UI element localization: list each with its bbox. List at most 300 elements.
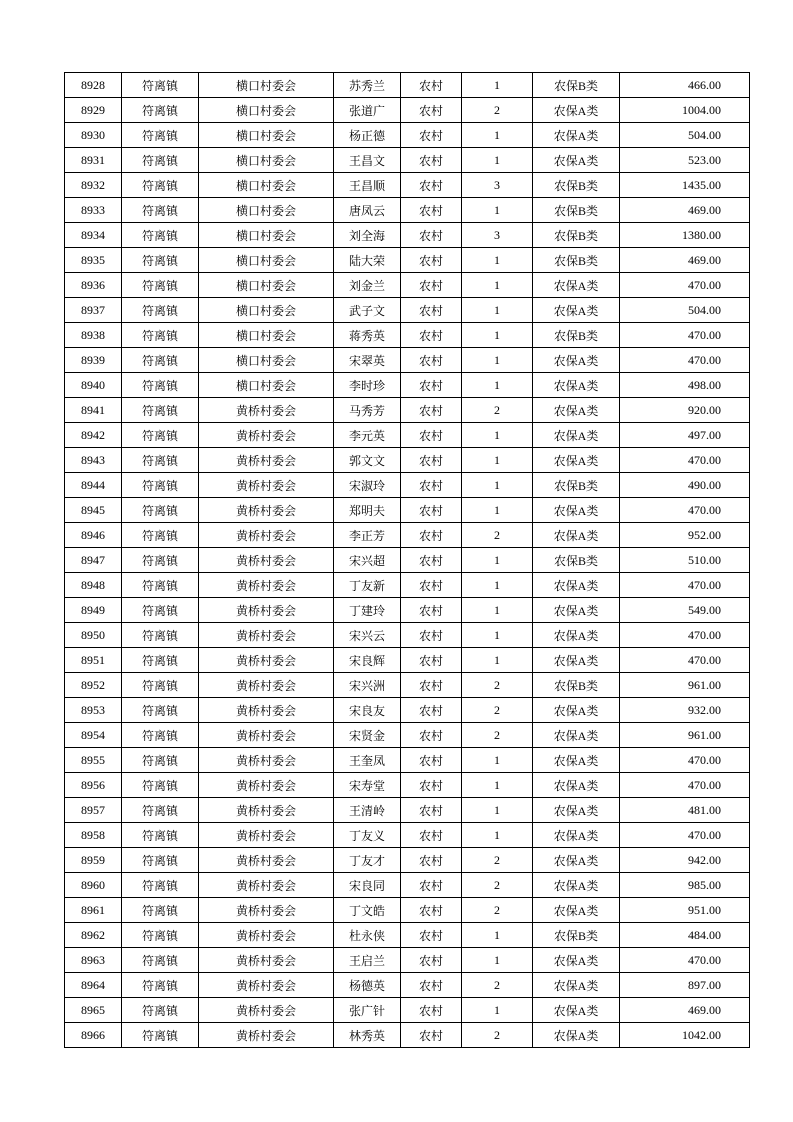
cell-person-count: 1 bbox=[462, 73, 533, 98]
cell-serial-number: 8941 bbox=[65, 398, 122, 423]
cell-category: 农村 bbox=[401, 298, 462, 323]
table-row bbox=[65, 1023, 750, 1048]
cell-amount: 1435.00 bbox=[620, 173, 750, 198]
table-row bbox=[65, 423, 750, 448]
cell-town: 符离镇 bbox=[122, 323, 199, 348]
cell-person-name: 张道广 bbox=[334, 98, 401, 123]
cell-serial-number: 8932 bbox=[65, 173, 122, 198]
table-row bbox=[65, 148, 750, 173]
cell-category: 农村 bbox=[401, 473, 462, 498]
cell-person-count: 1 bbox=[462, 498, 533, 523]
cell-insurance-type: 农保B类 bbox=[533, 198, 620, 223]
cell-village-committee: 黄桥村委会 bbox=[199, 848, 334, 873]
table-row bbox=[65, 898, 750, 923]
cell-person-name: 宋兴云 bbox=[334, 623, 401, 648]
cell-insurance-type: 农保A类 bbox=[533, 898, 620, 923]
cell-person-count: 2 bbox=[462, 973, 533, 998]
cell-serial-number: 8956 bbox=[65, 773, 122, 798]
cell-person-count: 1 bbox=[462, 648, 533, 673]
cell-village-committee: 横口村委会 bbox=[199, 323, 334, 348]
cell-category: 农村 bbox=[401, 423, 462, 448]
cell-town: 符离镇 bbox=[122, 423, 199, 448]
table-row bbox=[65, 198, 750, 223]
cell-person-name: 郭文文 bbox=[334, 448, 401, 473]
cell-category: 农村 bbox=[401, 248, 462, 273]
cell-serial-number: 8950 bbox=[65, 623, 122, 648]
cell-amount: 469.00 bbox=[620, 998, 750, 1023]
cell-village-committee: 黄桥村委会 bbox=[199, 923, 334, 948]
cell-village-committee: 黄桥村委会 bbox=[199, 773, 334, 798]
cell-category: 农村 bbox=[401, 98, 462, 123]
cell-village-committee: 黄桥村委会 bbox=[199, 823, 334, 848]
cell-person-name: 王昌文 bbox=[334, 148, 401, 173]
cell-town: 符离镇 bbox=[122, 623, 199, 648]
cell-village-committee: 黄桥村委会 bbox=[199, 398, 334, 423]
cell-insurance-type: 农保A类 bbox=[533, 123, 620, 148]
cell-insurance-type: 农保A类 bbox=[533, 723, 620, 748]
cell-amount: 469.00 bbox=[620, 248, 750, 273]
cell-serial-number: 8946 bbox=[65, 523, 122, 548]
table-row bbox=[65, 548, 750, 573]
cell-category: 农村 bbox=[401, 848, 462, 873]
table-row bbox=[65, 323, 750, 348]
cell-serial-number: 8949 bbox=[65, 598, 122, 623]
subsidy-table bbox=[64, 72, 750, 1048]
cell-amount: 470.00 bbox=[620, 623, 750, 648]
cell-serial-number: 8947 bbox=[65, 548, 122, 573]
cell-town: 符离镇 bbox=[122, 173, 199, 198]
cell-person-name: 宋良友 bbox=[334, 698, 401, 723]
cell-insurance-type: 农保A类 bbox=[533, 573, 620, 598]
cell-amount: 504.00 bbox=[620, 123, 750, 148]
table-row bbox=[65, 373, 750, 398]
cell-town: 符离镇 bbox=[122, 773, 199, 798]
cell-amount: 523.00 bbox=[620, 148, 750, 173]
cell-insurance-type: 农保A类 bbox=[533, 348, 620, 373]
cell-category: 农村 bbox=[401, 898, 462, 923]
cell-person-name: 丁友新 bbox=[334, 573, 401, 598]
cell-person-count: 2 bbox=[462, 898, 533, 923]
cell-amount: 510.00 bbox=[620, 548, 750, 573]
cell-person-count: 1 bbox=[462, 373, 533, 398]
cell-serial-number: 8948 bbox=[65, 573, 122, 598]
cell-person-name: 宋寿堂 bbox=[334, 773, 401, 798]
cell-insurance-type: 农保B类 bbox=[533, 73, 620, 98]
cell-town: 符离镇 bbox=[122, 98, 199, 123]
cell-amount: 961.00 bbox=[620, 673, 750, 698]
cell-person-count: 2 bbox=[462, 848, 533, 873]
cell-village-committee: 横口村委会 bbox=[199, 373, 334, 398]
table-row bbox=[65, 298, 750, 323]
table-row bbox=[65, 873, 750, 898]
table-row bbox=[65, 248, 750, 273]
cell-village-committee: 黄桥村委会 bbox=[199, 1023, 334, 1048]
cell-village-committee: 黄桥村委会 bbox=[199, 473, 334, 498]
cell-town: 符离镇 bbox=[122, 398, 199, 423]
cell-person-name: 丁建玲 bbox=[334, 598, 401, 623]
cell-category: 农村 bbox=[401, 73, 462, 98]
cell-person-name: 王清岭 bbox=[334, 798, 401, 823]
cell-insurance-type: 农保B类 bbox=[533, 923, 620, 948]
cell-village-committee: 黄桥村委会 bbox=[199, 548, 334, 573]
cell-serial-number: 8951 bbox=[65, 648, 122, 673]
cell-amount: 1042.00 bbox=[620, 1023, 750, 1048]
cell-person-name: 宋良辉 bbox=[334, 648, 401, 673]
cell-amount: 920.00 bbox=[620, 398, 750, 423]
table-row bbox=[65, 98, 750, 123]
cell-serial-number: 8930 bbox=[65, 123, 122, 148]
table-row bbox=[65, 123, 750, 148]
table-row bbox=[65, 598, 750, 623]
cell-amount: 484.00 bbox=[620, 923, 750, 948]
cell-amount: 497.00 bbox=[620, 423, 750, 448]
table-row bbox=[65, 998, 750, 1023]
cell-insurance-type: 农保A类 bbox=[533, 398, 620, 423]
cell-person-name: 杨德英 bbox=[334, 973, 401, 998]
cell-insurance-type: 农保A类 bbox=[533, 848, 620, 873]
cell-person-name: 张广针 bbox=[334, 998, 401, 1023]
cell-village-committee: 黄桥村委会 bbox=[199, 673, 334, 698]
cell-serial-number: 8933 bbox=[65, 198, 122, 223]
cell-town: 符离镇 bbox=[122, 448, 199, 473]
cell-village-committee: 横口村委会 bbox=[199, 223, 334, 248]
cell-village-committee: 黄桥村委会 bbox=[199, 798, 334, 823]
cell-serial-number: 8954 bbox=[65, 723, 122, 748]
cell-serial-number: 8966 bbox=[65, 1023, 122, 1048]
cell-category: 农村 bbox=[401, 273, 462, 298]
table-row bbox=[65, 448, 750, 473]
cell-insurance-type: 农保A类 bbox=[533, 998, 620, 1023]
cell-category: 农村 bbox=[401, 798, 462, 823]
cell-serial-number: 8939 bbox=[65, 348, 122, 373]
table-row bbox=[65, 623, 750, 648]
cell-town: 符离镇 bbox=[122, 898, 199, 923]
cell-town: 符离镇 bbox=[122, 123, 199, 148]
cell-category: 农村 bbox=[401, 1023, 462, 1048]
cell-person-name: 武子文 bbox=[334, 298, 401, 323]
cell-serial-number: 8961 bbox=[65, 898, 122, 923]
cell-insurance-type: 农保B类 bbox=[533, 173, 620, 198]
table-row bbox=[65, 73, 750, 98]
cell-insurance-type: 农保A类 bbox=[533, 148, 620, 173]
cell-person-count: 1 bbox=[462, 273, 533, 298]
cell-village-committee: 横口村委会 bbox=[199, 173, 334, 198]
cell-person-count: 1 bbox=[462, 448, 533, 473]
table-row bbox=[65, 498, 750, 523]
cell-village-committee: 黄桥村委会 bbox=[199, 948, 334, 973]
cell-insurance-type: 农保A类 bbox=[533, 523, 620, 548]
cell-village-committee: 黄桥村委会 bbox=[199, 523, 334, 548]
cell-person-count: 2 bbox=[462, 98, 533, 123]
table-row bbox=[65, 773, 750, 798]
cell-category: 农村 bbox=[401, 373, 462, 398]
cell-serial-number: 8955 bbox=[65, 748, 122, 773]
cell-insurance-type: 农保A类 bbox=[533, 773, 620, 798]
cell-town: 符离镇 bbox=[122, 798, 199, 823]
cell-person-count: 1 bbox=[462, 123, 533, 148]
cell-person-count: 1 bbox=[462, 948, 533, 973]
cell-category: 农村 bbox=[401, 748, 462, 773]
cell-person-count: 2 bbox=[462, 523, 533, 548]
cell-person-count: 2 bbox=[462, 723, 533, 748]
cell-town: 符离镇 bbox=[122, 723, 199, 748]
cell-person-name: 宋贤金 bbox=[334, 723, 401, 748]
cell-category: 农村 bbox=[401, 773, 462, 798]
cell-village-committee: 黄桥村委会 bbox=[199, 448, 334, 473]
cell-category: 农村 bbox=[401, 548, 462, 573]
cell-category: 农村 bbox=[401, 523, 462, 548]
cell-person-name: 宋良同 bbox=[334, 873, 401, 898]
cell-town: 符离镇 bbox=[122, 148, 199, 173]
table-row bbox=[65, 748, 750, 773]
table-row bbox=[65, 573, 750, 598]
cell-amount: 1004.00 bbox=[620, 98, 750, 123]
cell-village-committee: 黄桥村委会 bbox=[199, 698, 334, 723]
cell-person-count: 1 bbox=[462, 748, 533, 773]
cell-town: 符离镇 bbox=[122, 223, 199, 248]
cell-category: 农村 bbox=[401, 998, 462, 1023]
cell-amount: 498.00 bbox=[620, 373, 750, 398]
cell-serial-number: 8945 bbox=[65, 498, 122, 523]
cell-insurance-type: 农保B类 bbox=[533, 473, 620, 498]
cell-person-name: 蒋秀英 bbox=[334, 323, 401, 348]
cell-amount: 942.00 bbox=[620, 848, 750, 873]
cell-person-count: 3 bbox=[462, 223, 533, 248]
table-row bbox=[65, 698, 750, 723]
table-row bbox=[65, 348, 750, 373]
cell-category: 农村 bbox=[401, 348, 462, 373]
cell-person-name: 王启兰 bbox=[334, 948, 401, 973]
cell-town: 符离镇 bbox=[122, 1023, 199, 1048]
cell-village-committee: 黄桥村委会 bbox=[199, 498, 334, 523]
cell-town: 符离镇 bbox=[122, 373, 199, 398]
cell-village-committee: 横口村委会 bbox=[199, 248, 334, 273]
cell-person-name: 王昌顺 bbox=[334, 173, 401, 198]
cell-village-committee: 横口村委会 bbox=[199, 123, 334, 148]
cell-village-committee: 横口村委会 bbox=[199, 148, 334, 173]
cell-person-count: 2 bbox=[462, 673, 533, 698]
cell-serial-number: 8957 bbox=[65, 798, 122, 823]
cell-person-name: 宋淑玲 bbox=[334, 473, 401, 498]
cell-person-count: 1 bbox=[462, 148, 533, 173]
cell-insurance-type: 农保A类 bbox=[533, 648, 620, 673]
cell-town: 符离镇 bbox=[122, 948, 199, 973]
cell-serial-number: 8931 bbox=[65, 148, 122, 173]
cell-category: 农村 bbox=[401, 173, 462, 198]
cell-person-name: 唐凤云 bbox=[334, 198, 401, 223]
cell-insurance-type: 农保B类 bbox=[533, 673, 620, 698]
cell-amount: 961.00 bbox=[620, 723, 750, 748]
cell-person-count: 1 bbox=[462, 248, 533, 273]
cell-category: 农村 bbox=[401, 973, 462, 998]
cell-town: 符离镇 bbox=[122, 873, 199, 898]
cell-category: 农村 bbox=[401, 873, 462, 898]
table-row bbox=[65, 173, 750, 198]
cell-person-count: 1 bbox=[462, 298, 533, 323]
cell-person-name: 王奎凤 bbox=[334, 748, 401, 773]
table-row bbox=[65, 823, 750, 848]
cell-amount: 470.00 bbox=[620, 573, 750, 598]
cell-person-count: 1 bbox=[462, 598, 533, 623]
table-row bbox=[65, 273, 750, 298]
cell-insurance-type: 农保B类 bbox=[533, 248, 620, 273]
cell-town: 符离镇 bbox=[122, 848, 199, 873]
cell-town: 符离镇 bbox=[122, 473, 199, 498]
cell-insurance-type: 农保B类 bbox=[533, 323, 620, 348]
cell-serial-number: 8959 bbox=[65, 848, 122, 873]
cell-town: 符离镇 bbox=[122, 748, 199, 773]
table-row bbox=[65, 648, 750, 673]
cell-category: 农村 bbox=[401, 448, 462, 473]
cell-person-count: 2 bbox=[462, 873, 533, 898]
cell-insurance-type: 农保A类 bbox=[533, 873, 620, 898]
cell-serial-number: 8938 bbox=[65, 323, 122, 348]
cell-amount: 549.00 bbox=[620, 598, 750, 623]
cell-amount: 470.00 bbox=[620, 348, 750, 373]
cell-category: 农村 bbox=[401, 323, 462, 348]
cell-amount: 932.00 bbox=[620, 698, 750, 723]
cell-town: 符离镇 bbox=[122, 973, 199, 998]
cell-village-committee: 黄桥村委会 bbox=[199, 973, 334, 998]
cell-person-count: 2 bbox=[462, 398, 533, 423]
cell-serial-number: 8962 bbox=[65, 923, 122, 948]
cell-person-name: 丁友才 bbox=[334, 848, 401, 873]
cell-category: 农村 bbox=[401, 198, 462, 223]
table-row bbox=[65, 948, 750, 973]
cell-insurance-type: 农保A类 bbox=[533, 373, 620, 398]
cell-person-count: 1 bbox=[462, 198, 533, 223]
cell-person-count: 1 bbox=[462, 348, 533, 373]
cell-insurance-type: 农保A类 bbox=[533, 98, 620, 123]
cell-insurance-type: 农保A类 bbox=[533, 823, 620, 848]
cell-amount: 470.00 bbox=[620, 648, 750, 673]
cell-category: 农村 bbox=[401, 398, 462, 423]
cell-amount: 952.00 bbox=[620, 523, 750, 548]
cell-person-count: 2 bbox=[462, 1023, 533, 1048]
table-row bbox=[65, 523, 750, 548]
cell-person-count: 1 bbox=[462, 823, 533, 848]
cell-insurance-type: 农保B类 bbox=[533, 223, 620, 248]
cell-town: 符离镇 bbox=[122, 673, 199, 698]
cell-amount: 504.00 bbox=[620, 298, 750, 323]
cell-category: 农村 bbox=[401, 823, 462, 848]
cell-serial-number: 8928 bbox=[65, 73, 122, 98]
cell-village-committee: 横口村委会 bbox=[199, 73, 334, 98]
cell-category: 农村 bbox=[401, 648, 462, 673]
cell-serial-number: 8964 bbox=[65, 973, 122, 998]
cell-village-committee: 横口村委会 bbox=[199, 98, 334, 123]
cell-serial-number: 8944 bbox=[65, 473, 122, 498]
table-row bbox=[65, 798, 750, 823]
cell-village-committee: 黄桥村委会 bbox=[199, 648, 334, 673]
cell-person-name: 李正芳 bbox=[334, 523, 401, 548]
cell-town: 符离镇 bbox=[122, 248, 199, 273]
cell-village-committee: 横口村委会 bbox=[199, 348, 334, 373]
cell-person-count: 1 bbox=[462, 923, 533, 948]
cell-town: 符离镇 bbox=[122, 573, 199, 598]
cell-serial-number: 8942 bbox=[65, 423, 122, 448]
cell-category: 农村 bbox=[401, 148, 462, 173]
cell-person-name: 刘全海 bbox=[334, 223, 401, 248]
cell-amount: 481.00 bbox=[620, 798, 750, 823]
cell-village-committee: 黄桥村委会 bbox=[199, 873, 334, 898]
cell-category: 农村 bbox=[401, 123, 462, 148]
cell-serial-number: 8965 bbox=[65, 998, 122, 1023]
cell-person-name: 郑明夫 bbox=[334, 498, 401, 523]
table-row bbox=[65, 473, 750, 498]
cell-person-count: 1 bbox=[462, 473, 533, 498]
cell-person-name: 马秀芳 bbox=[334, 398, 401, 423]
cell-village-committee: 黄桥村委会 bbox=[199, 998, 334, 1023]
cell-amount: 1380.00 bbox=[620, 223, 750, 248]
cell-category: 农村 bbox=[401, 723, 462, 748]
table-row bbox=[65, 398, 750, 423]
cell-insurance-type: 农保A类 bbox=[533, 698, 620, 723]
table-row bbox=[65, 923, 750, 948]
cell-serial-number: 8963 bbox=[65, 948, 122, 973]
cell-amount: 470.00 bbox=[620, 498, 750, 523]
cell-person-name: 李时珍 bbox=[334, 373, 401, 398]
cell-village-committee: 横口村委会 bbox=[199, 298, 334, 323]
cell-person-name: 李元英 bbox=[334, 423, 401, 448]
cell-insurance-type: 农保A类 bbox=[533, 298, 620, 323]
cell-town: 符离镇 bbox=[122, 598, 199, 623]
cell-amount: 470.00 bbox=[620, 448, 750, 473]
cell-insurance-type: 农保B类 bbox=[533, 548, 620, 573]
cell-person-name: 苏秀兰 bbox=[334, 73, 401, 98]
table-body bbox=[65, 73, 750, 1048]
cell-town: 符离镇 bbox=[122, 823, 199, 848]
cell-town: 符离镇 bbox=[122, 198, 199, 223]
cell-person-count: 1 bbox=[462, 548, 533, 573]
cell-insurance-type: 农保A类 bbox=[533, 623, 620, 648]
cell-insurance-type: 农保A类 bbox=[533, 423, 620, 448]
cell-serial-number: 8943 bbox=[65, 448, 122, 473]
cell-category: 农村 bbox=[401, 948, 462, 973]
cell-insurance-type: 农保A类 bbox=[533, 273, 620, 298]
cell-town: 符离镇 bbox=[122, 273, 199, 298]
cell-amount: 490.00 bbox=[620, 473, 750, 498]
cell-person-count: 1 bbox=[462, 773, 533, 798]
cell-amount: 470.00 bbox=[620, 948, 750, 973]
cell-serial-number: 8934 bbox=[65, 223, 122, 248]
cell-person-count: 1 bbox=[462, 623, 533, 648]
cell-person-name: 林秀英 bbox=[334, 1023, 401, 1048]
cell-town: 符离镇 bbox=[122, 648, 199, 673]
cell-serial-number: 8940 bbox=[65, 373, 122, 398]
cell-person-count: 1 bbox=[462, 573, 533, 598]
cell-person-name: 刘金兰 bbox=[334, 273, 401, 298]
cell-town: 符离镇 bbox=[122, 548, 199, 573]
cell-serial-number: 8952 bbox=[65, 673, 122, 698]
cell-amount: 470.00 bbox=[620, 323, 750, 348]
cell-insurance-type: 农保A类 bbox=[533, 798, 620, 823]
cell-person-count: 3 bbox=[462, 173, 533, 198]
cell-amount: 951.00 bbox=[620, 898, 750, 923]
cell-person-name: 宋兴超 bbox=[334, 548, 401, 573]
table-row bbox=[65, 723, 750, 748]
cell-person-name: 陆大荣 bbox=[334, 248, 401, 273]
cell-serial-number: 8937 bbox=[65, 298, 122, 323]
cell-person-count: 1 bbox=[462, 423, 533, 448]
cell-town: 符离镇 bbox=[122, 298, 199, 323]
cell-person-name: 丁友义 bbox=[334, 823, 401, 848]
cell-town: 符离镇 bbox=[122, 498, 199, 523]
cell-person-count: 1 bbox=[462, 798, 533, 823]
cell-serial-number: 8929 bbox=[65, 98, 122, 123]
cell-town: 符离镇 bbox=[122, 923, 199, 948]
cell-amount: 466.00 bbox=[620, 73, 750, 98]
